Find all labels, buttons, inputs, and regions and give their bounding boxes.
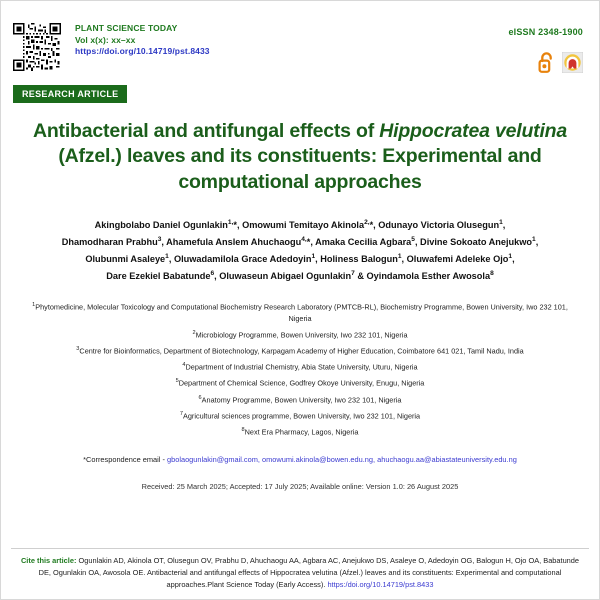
author-line: Olubunmi Asaleye$^1$, Oluwadamilola Grace Adedoyin$^1$, Holiness Balogun$^1$, Oluwafemi Adeleke Ojo$^1$, xyxy=(85,252,515,264)
author-list xyxy=(35,217,565,285)
correspondence-emails[interactable]: gbolaogunlakin@gmail.com, omowumi.akinola@bowen.edu.ng, ahuchaogu.aa@abiastateuniversity.edu.ng xyxy=(166,455,517,465)
title-part2: (Afzel.) leaves and its constituents: Experimental and computational approaches xyxy=(58,145,542,193)
author-line: Dhamodharan Prabhu$^3$, Ahamefula Anslem Ahuchaogu$^{4,}$*, Amaka Cecilia Agbara$^5$, Divine Sokoato Anejukwo$^1$, xyxy=(61,235,539,247)
masthead-right xyxy=(508,27,583,73)
article-type-badge: RESEARCH ARTICLE xyxy=(13,85,127,103)
affiliation-item: $^7$Agricultural sciences programme, Bowen University, Iwo 232 101, Nigeria xyxy=(179,410,421,421)
page-title xyxy=(31,119,569,195)
author-line: Dare Ezekiel Babatunde$^6$, Oluwaseun Abigael Ogunlakin$^7$ & Oyindamola Esther Awosola$^8$ xyxy=(106,269,494,281)
affiliation-item: $^8$Next Era Pharmacy, Lagos, Nigeria xyxy=(241,427,359,437)
citation-text xyxy=(11,555,589,591)
affiliation-item: $^2$Microbiology Programme, Bowen University, Iwo 232 101, Nigeria xyxy=(192,329,408,340)
citation-divider xyxy=(11,548,589,549)
journal-name: PLANT SCIENCE TODAY xyxy=(75,23,178,33)
affiliation-item: $^4$Department of Industrial Chemistry, Abia State University, Uturu, Nigeria xyxy=(182,362,418,372)
affiliation-item: $^1$Phytomedicine, Molecular Toxicology and Computational Biochemistry Research Laboratory (PMTCB-RL), Biochemistry Programme, Bowen University, Iwo 232 101, Nigeria xyxy=(32,301,568,323)
journal-doi-link[interactable]: https://doi.org/10.14719/pst.8433 xyxy=(75,46,210,57)
affiliation-item: $^3$Centre for Bioinformatics, Department of Biotechnology, Karpagam Academy of Higher Education, Coimbatore 641 021, Tamil Nadu, India xyxy=(76,345,524,356)
affiliation-item: $^6$Anatomy Programme, Bowen University, Iwo 232 101, Nigeria xyxy=(198,394,402,404)
badge-row xyxy=(508,51,583,73)
qr-code-icon xyxy=(13,23,61,71)
title-species: Hippocratea velutina xyxy=(379,120,568,142)
correspondence-label: *Correspondence email - xyxy=(83,455,167,465)
publication-dates: Received: 25 March 2025; Accepted: 17 July 2025; Available online: Version 1.0: 26 August 2025 xyxy=(141,482,459,492)
citation-doi-link[interactable]: https:/doi.org/10.14719/pst.8433 xyxy=(327,580,434,590)
correspondence-line xyxy=(21,454,579,465)
citation-body: Ogunlakin AD, Akinola OT, Olusegun OV, Prabhu D, Ahuchaogu AA, Agbara AC, Anejukwo DS, Asaleye O, Adedoyin OG, Balogun H, Ojo OA, Babatunde DE, Ogunlakin OA, Awosola OE. Antibacterial and antifungal effects of Hippocratea velutina (Afzel.) leaves and its constituents: Experimental and computational approaches.Plant Science Today (Early Access). xyxy=(38,556,580,590)
citation-label: Cite this article: xyxy=(20,556,77,566)
journal-info xyxy=(75,23,210,58)
eissn-label: eISSN 2348-1900 xyxy=(508,27,583,37)
author-line: Akingbolabo Daniel Ogunlakin$^{1,}$*, Omowumi Temitayo Akinola$^{2,}$*, Odunayo Victoria Olusegun$^1$, xyxy=(94,219,506,231)
open-access-lock-icon[interactable] xyxy=(538,51,555,73)
affiliation-item: $^5$Department of Chemical Science, Godfrey Okoye University, Enugu, Nigeria xyxy=(175,378,425,388)
citation-block xyxy=(11,548,589,591)
affiliation-list xyxy=(25,301,575,439)
crossmark-badge-icon[interactable] xyxy=(562,52,583,73)
masthead xyxy=(1,1,599,71)
title-part1: Antibacterial and antifungal effects of xyxy=(32,120,380,142)
journal-volume: Vol x(x): xx–xx xyxy=(75,34,136,45)
